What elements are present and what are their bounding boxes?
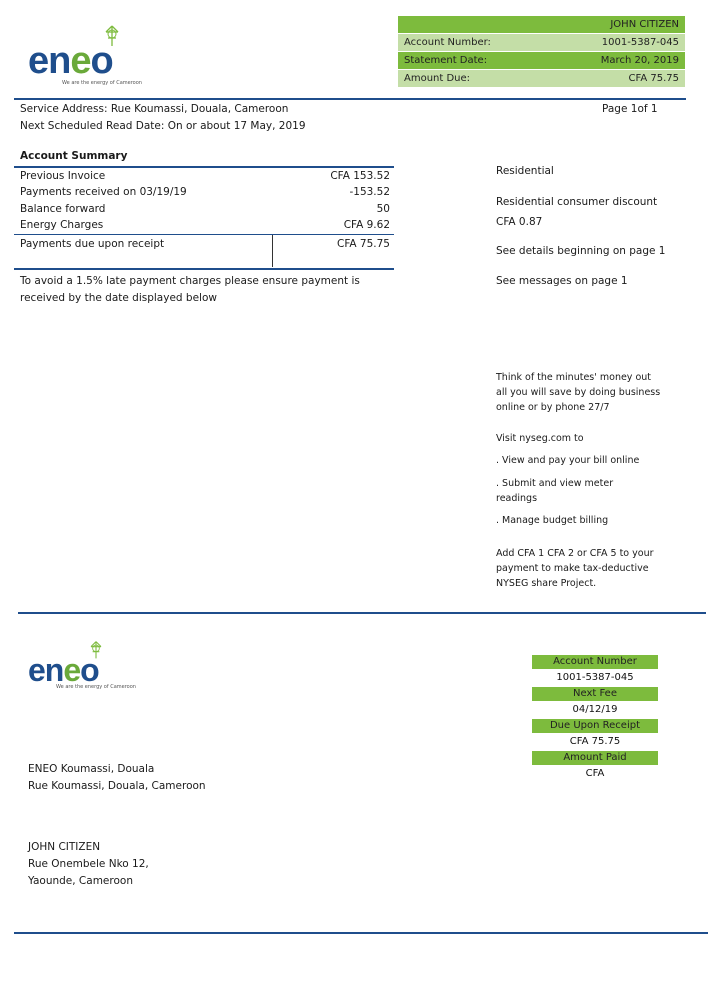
stub-divider (18, 612, 706, 614)
due-value: CFA 75.75 (337, 238, 390, 250)
header-divider (14, 98, 686, 100)
row-value: CFA 9.62 (343, 219, 390, 231)
messages-link: See messages on page 1 (496, 275, 628, 287)
stub-logo: eneo We are the energy of Cameroon (28, 640, 138, 692)
summary-top-rule (14, 166, 394, 168)
summary-row (20, 186, 390, 198)
row-value: 50 (376, 203, 390, 215)
summary-mid-rule (14, 234, 394, 235)
amount-due-label: Amount Due: (398, 70, 548, 88)
logo-tagline: We are the energy of Cameroon (62, 80, 142, 86)
next-read-date: Next Scheduled Read Date: On or about 17 May, 2019 (20, 120, 306, 132)
discount-label: Residential consumer discount (496, 196, 658, 208)
customer-address: JOHN CITIZEN Rue Onembele Nko 12, Yaounde, Cameroon (28, 841, 149, 887)
statement-date: March 20, 2019 (548, 52, 685, 70)
summary-title: Account Summary (20, 150, 128, 162)
row-label: Energy Charges (20, 219, 104, 231)
stub-account-number: 1001-5387-045 (556, 672, 634, 683)
row-value: CFA 153.52 (330, 170, 390, 182)
stub-due-label: Due Upon Receipt (532, 719, 658, 733)
stub-due-value: CFA 75.75 (569, 736, 621, 747)
logo-tagline: We are the energy of Cameroon (56, 684, 136, 690)
bullet-pay-online: . View and pay your bill online (496, 455, 640, 466)
amount-due: CFA 75.75 (548, 70, 685, 88)
summary-bottom-rule (14, 268, 394, 270)
footer-divider (14, 932, 708, 934)
account-number-label: Account Number: (398, 34, 548, 52)
row-label: Payments received on 03/19/19 (20, 186, 187, 198)
account-header-table (398, 16, 685, 88)
summary-row (20, 203, 390, 215)
bullet-meter-readings: . Submit and view meter readings (496, 478, 614, 504)
summary-due-row (20, 238, 390, 250)
discount-value: CFA 0.87 (496, 216, 543, 228)
summary-row (20, 170, 390, 182)
summary-divider (272, 235, 273, 267)
stub-paid-value: CFA (585, 768, 605, 779)
late-notice: To avoid a 1.5% late payment charges please ensure payment is received by the date displayed below (20, 275, 360, 304)
row-label: Balance forward (20, 203, 106, 215)
stub-next-fee-label: Next Fee (532, 687, 658, 701)
row-value: -153.52 (349, 186, 390, 198)
due-label: Payments due upon receipt (20, 238, 165, 250)
donation-text: Add CFA 1 CFA 2 or CFA 5 to your payment to make tax-deductive NYSEG share Project. (496, 548, 654, 589)
page-number: Page 1of 1 (602, 103, 658, 115)
stub-paid-label: Amount Paid (532, 751, 658, 765)
customer-name: JOHN CITIZEN (398, 16, 685, 34)
details-link: See details beginning on page 1 (496, 245, 666, 257)
company-address: ENEO Koumassi, Douala Rue Koumassi, Douala, Cameroon (28, 763, 206, 792)
bullet-budget-billing: . Manage budget billing (496, 515, 609, 526)
row-label: Previous Invoice (20, 170, 106, 182)
visit-text: Visit nyseg.com to (496, 433, 584, 444)
company-logo: eneo We are the energy of Cameroon (28, 24, 158, 86)
service-address: Service Address: Rue Koumassi, Douala, Cameroon (20, 103, 289, 115)
stub-account-label: Account Number (532, 655, 658, 669)
stub-next-fee: 04/12/19 (572, 704, 618, 715)
promo-text: Think of the minutes' money out all you will save by doing business online or by phone 27/7 (496, 372, 661, 413)
account-number: 1001-5387-045 (548, 34, 685, 52)
statement-date-label: Statement Date: (398, 52, 548, 70)
summary-row (20, 219, 390, 231)
residential-label: Residential (496, 165, 554, 177)
